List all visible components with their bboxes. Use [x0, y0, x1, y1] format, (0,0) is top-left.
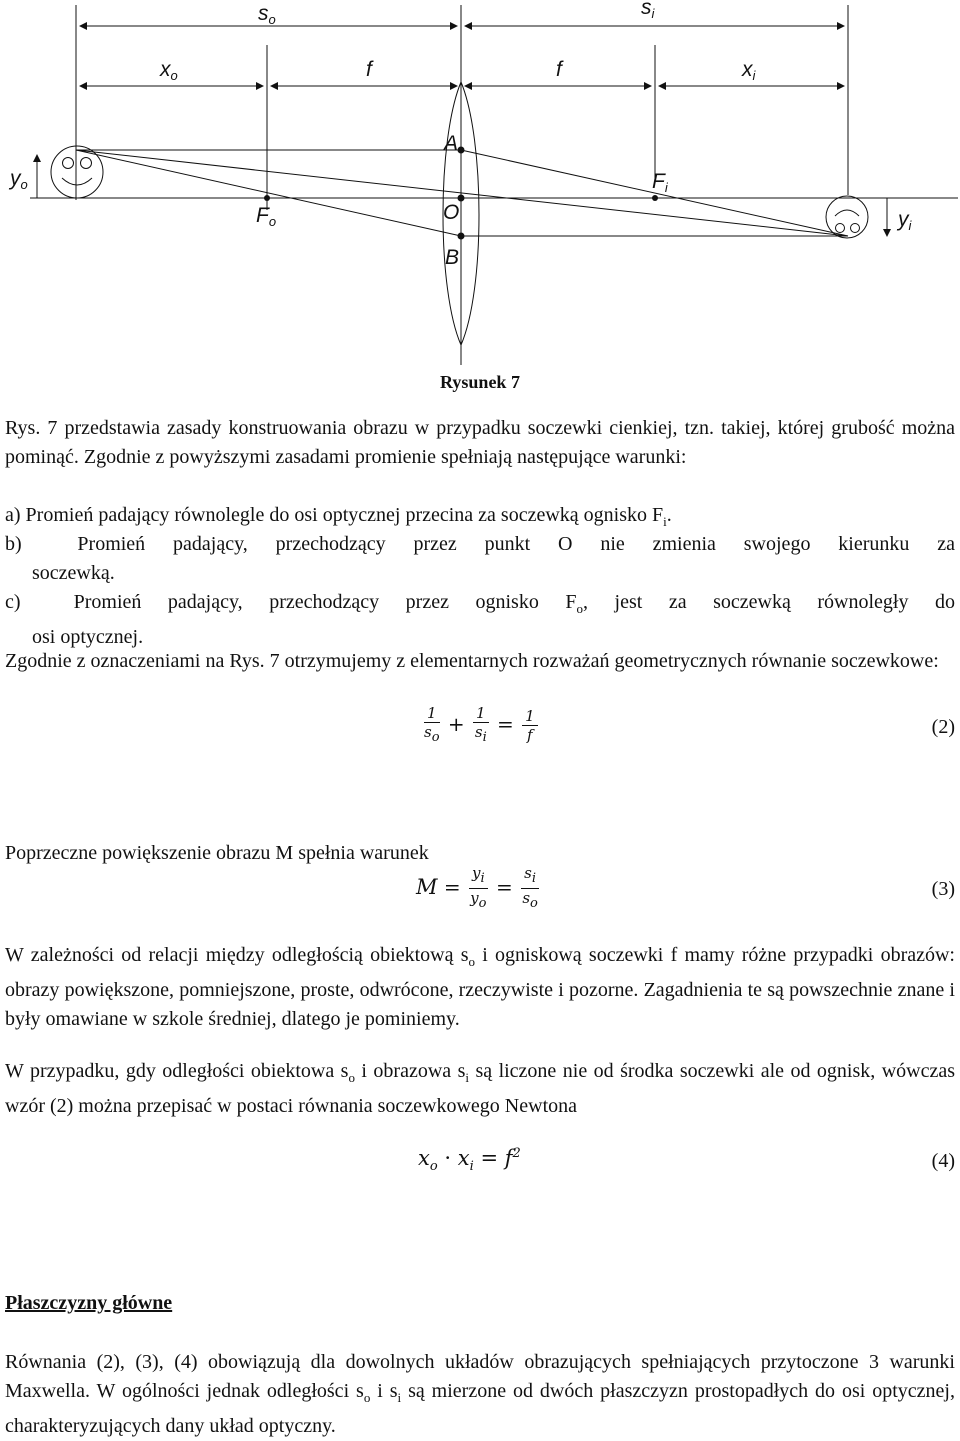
section-heading: Płaszczyzny główne — [5, 1292, 173, 1314]
label-Fo: Fo — [256, 204, 277, 229]
paragraph-newton: W przypadku, gdy odległości obiektowa $s_o$ i obrazowa $s_i$ są liczone nie od środka soczewki ale od ognisk, wówczas wzór (2) można przepisać w postaci równania soczewkowego Newtona — [5, 1060, 956, 1117]
object-smiley-icon — [51, 146, 103, 198]
point-A — [458, 147, 465, 154]
equation-3: M = $\frac{y_i}{y_o}$ = $\frac{s_i}{s_o}$ (3) — [416, 864, 955, 911]
label-xo: xo — [160, 58, 178, 83]
label-f1: f — [366, 58, 372, 81]
label-f2: f — [556, 58, 562, 81]
equation-2: $\frac{1}{s_o}$ + $\frac{1}{s_i}$ = $\frac{1}{f}$ (2) — [424, 704, 955, 745]
paragraph-image-cases: W zależności od relacji między odległością obiektową $s_o$ i ogniskową soczewki f mamy różne przypadki obrazów: obrazy powiększone, pomniejszone, proste, odwrócone, rzeczywiste i pozorne. Zagadnienia te są powszechnie znane i były omawiane w szkole średniej, dlatego je pominiemy. — [5, 944, 955, 1030]
label-O: O — [443, 201, 460, 224]
list-item-c: c) Promień padający, przechodzący przez ognisko $F_o$, jest za soczewką równoległy do osi optycznej. — [5, 591, 955, 648]
paragraph-intro: Rys. 7 przedstawia zasady konstruowania obrazu w przypadku soczewki cienkiej, tzn. takiej, której grubość można pominąć. Zgodnie z powyższymi zasadami promienie spełniają następujące warunki: — [5, 417, 955, 468]
paragraph-magnification: Poprzeczne powiększenie obrazu M spełnia warunek — [5, 842, 429, 864]
label-yo: yo — [10, 167, 28, 192]
paragraph-principal-planes: Równania (2), (3), (4) obowiązują dla dowolnych układów obrazujących spełniających przytoczone 3 warunki Maxwella. W ogólności jednak odległości $s_o$ i $s_i$ są mierzone od dwóch płaszczyzn prostopadłych do osi optycznej, charakteryzujących dany układ optyczny. — [5, 1351, 955, 1437]
equation-4: $x_o \cdot x_i = f^2$ (4) — [418, 1146, 955, 1175]
figure-caption: Rysunek 7 — [440, 372, 520, 392]
label-A: A — [444, 132, 459, 155]
point-B — [458, 233, 465, 240]
label-si: si — [641, 0, 655, 21]
ray-center — [76, 150, 848, 236]
lens-diagram — [0, 0, 960, 365]
paragraph-lens-equation-intro: Zgodnie z oznaczeniami na Rys. 7 otrzymujemy z elementarnych rozważań geometrycznych równanie soczewkowe: — [5, 650, 939, 672]
label-Fi: Fi — [652, 170, 668, 195]
label-so: so — [258, 2, 276, 27]
point-Fi — [652, 195, 658, 201]
list-item-b: b) Promień padający, przechodzący przez punkt O nie zmienia swojego kierunku za soczewką. — [5, 533, 956, 584]
label-xi: xi — [742, 58, 756, 83]
label-yi: yi — [898, 208, 912, 233]
list-item-a: a) Promień padający równolegle do osi optycznej przecina za soczewką ognisko $F_i$. — [5, 504, 672, 529]
image-inverted-smiley-icon — [826, 196, 868, 238]
label-B: B — [445, 246, 460, 269]
point-Fo — [264, 195, 270, 201]
